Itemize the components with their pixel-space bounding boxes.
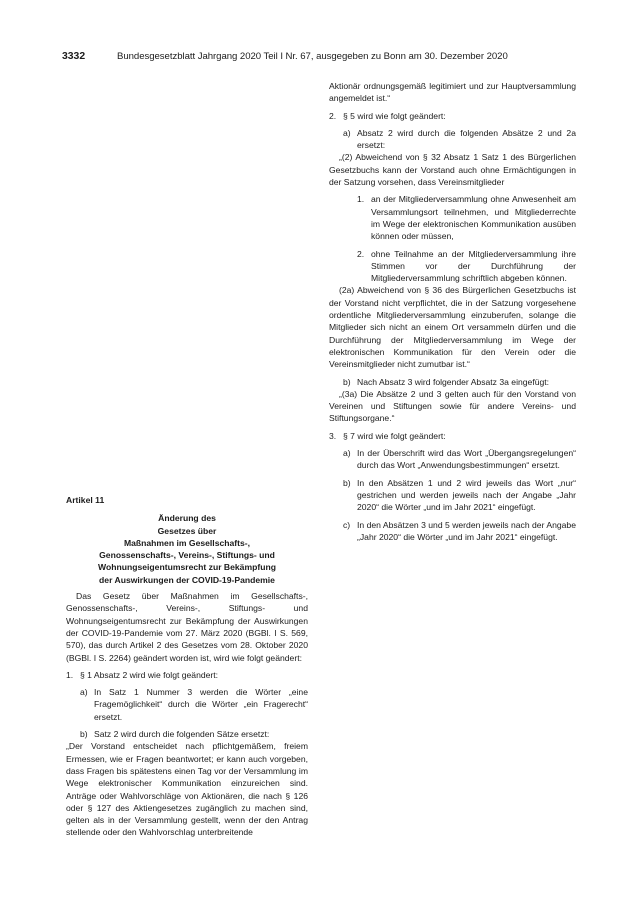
item-text: § 1 Absatz 2 wird wie folgt geändert: — [80, 669, 219, 680]
intro-paragraph: Das Gesetz über Maßnahmen im Gesellschafts-, Genossenschafts-, Vereins-, Stiftungs- und Wohnungseigentumsrecht zur Bekämpfung der Auswirkungen der COVID-19-Pandemie vom 27. März 2020 (BGBl. I S. 569, 570), das durch Artikel 2 des Gesetzes vom 28. Oktober 2020 (BGBl. I S. 2264) geändert worden ist, wird wie folgt geändert: — [66, 591, 308, 663]
list-item — [329, 430, 576, 442]
sub-item — [343, 376, 576, 388]
article-heading — [66, 512, 308, 586]
sub-item — [80, 686, 308, 723]
item-label: 1. — [66, 669, 74, 680]
article-title: Artikel 11 — [66, 495, 105, 505]
heading-line: Maßnahmen im Gesellschafts-, — [123, 537, 251, 548]
item-text: an der Mitgliederversammlung ohne Anwesenheit am Versammlungsort teilnehmen, und Mitgliederrechte im Wege der elektronischen Kommunikation ausüben können oder müssen, — [371, 194, 576, 242]
quote-continuation: Aktionär ordnungsgemäß legitimiert und zur Hauptversammlung angemeldet ist.“ — [329, 81, 576, 104]
sub-item — [343, 519, 576, 544]
item-label: a) — [80, 687, 88, 698]
right-column — [329, 80, 576, 543]
item-text: § 7 wird wie folgt geändert: — [343, 430, 446, 441]
heading-line: der Auswirkungen der COVID-19-Pandemie — [99, 574, 275, 585]
item-label: b) — [80, 729, 88, 740]
item-label: a) — [343, 127, 351, 138]
item-label: b) — [343, 477, 351, 488]
item-label: 3. — [329, 430, 337, 441]
item-label: b) — [343, 376, 351, 387]
item-label: 2. — [357, 248, 365, 259]
item-text: In der Überschrift wird das Wort „Übergangsregelungen“ durch das Wort „Anwendungsbestimmungen“ ersetzt. — [357, 448, 576, 471]
item-text: In den Absätzen 1 und 2 wird jeweils das Wort „nur“ gestrichen und werden jeweils nach der Angabe „Jahr 2020“ die Wörter „und im Jahr 2021“ eingefügt. — [357, 477, 576, 513]
item-label: c) — [343, 519, 351, 530]
numbered-item — [357, 193, 576, 242]
item-text: Nach Absatz 3 wird folgender Absatz 3a eingefügt: — [357, 376, 550, 387]
list-item — [66, 669, 308, 681]
numbered-item — [357, 248, 576, 285]
item-text: ohne Teilnahme an der Mitgliederversammlung ihre Stimmen vor der Durchführung der Mitgliederversammlung schriftlich abgeben können. — [371, 248, 576, 284]
sub-item — [343, 477, 576, 514]
item-text: Satz 2 wird durch die folgenden Sätze ersetzt: — [94, 729, 270, 740]
list-item — [329, 110, 576, 122]
quoted-text: „(3a) Die Absätze 2 und 3 gelten auch für den Vorstand von Vereinen und Stiftungen sowie für andere Vereins- und Stiftungsorgane.“ — [329, 388, 576, 424]
item-text: In den Absätzen 3 und 5 werden jeweils nach der Angabe „Jahr 2020“ die Wörter „und im Jahr 2021“ eingefügt. — [357, 519, 576, 542]
left-column — [66, 80, 308, 839]
page-number: 3332 — [62, 51, 86, 62]
item-label: a) — [343, 448, 351, 459]
item-text: § 5 wird wie folgt geändert: — [343, 110, 446, 121]
heading-line: Gesetzes über — [157, 525, 217, 536]
heading-line: Änderung des — [158, 513, 216, 524]
quoted-text: (2a) Abweichend von § 36 des Bürgerlichen Gesetzbuchs ist der Vorstand nicht verpflichtet, die in der Satzung vorgesehene ordentliche Mitgliederversammlung einzuberufen, solange die Mitglieder sich nicht an einem Ort versammeln dürfen und die Durchführung der Mitgliederversammlung im Wege der elektronischen Kommunikation für den Verein oder die Vereinsmitglieder nicht zumutbar ist.“ — [329, 285, 576, 370]
item-label: 2. — [329, 110, 337, 121]
item-text: Absatz 2 wird durch die folgenden Absätze 2 und 2a ersetzt: — [357, 127, 576, 151]
quoted-text: „(2) Abweichend von § 32 Absatz 1 Satz 1 des Bürgerlichen Gesetzbuchs kann der Vorstand auch ohne Ermächtigungen in der Satzung vorsehen, dass Vereinsmitglieder — [329, 152, 576, 188]
sub-item — [80, 728, 308, 740]
sub-item — [343, 127, 576, 152]
quoted-text: „Der Vorstand entscheidet nach pflichtgemäßem, freiem Ermessen, wie er Fragen beantwortet; er kann auch vorgeben, dass Fragen bis spätestens einen Tag vor der Versammlung im Wege elektronischer Kommunikation einzureichen sind. Anträge oder Wahlvorschläge von Aktionären, die nach § 126 oder § 127 des Aktiengesetzes zugänglich zu machen sind, gelten als in der Versammlung gestellt, wenn der den Antrag stellende oder den Wahlvorschlag unterbreitende — [66, 741, 308, 838]
item-text: In Satz 1 Nummer 3 werden die Wörter „eine Fragemöglichkeit“ durch die Wörter „ein Fragerecht“ ersetzt. — [94, 687, 308, 722]
item-label: 1. — [357, 194, 365, 205]
heading-line: Wohnungseigentumsrecht zur Bekämpfung — [98, 562, 276, 573]
sub-item — [343, 447, 576, 472]
heading-line: Genossenschafts-, Vereins-, Stiftungs- und — [99, 550, 275, 561]
page-header: Bundesgesetzblatt Jahrgang 2020 Teil I Nr. 67, ausgegeben zu Bonn am 30. Dezember 2020 — [117, 51, 508, 62]
